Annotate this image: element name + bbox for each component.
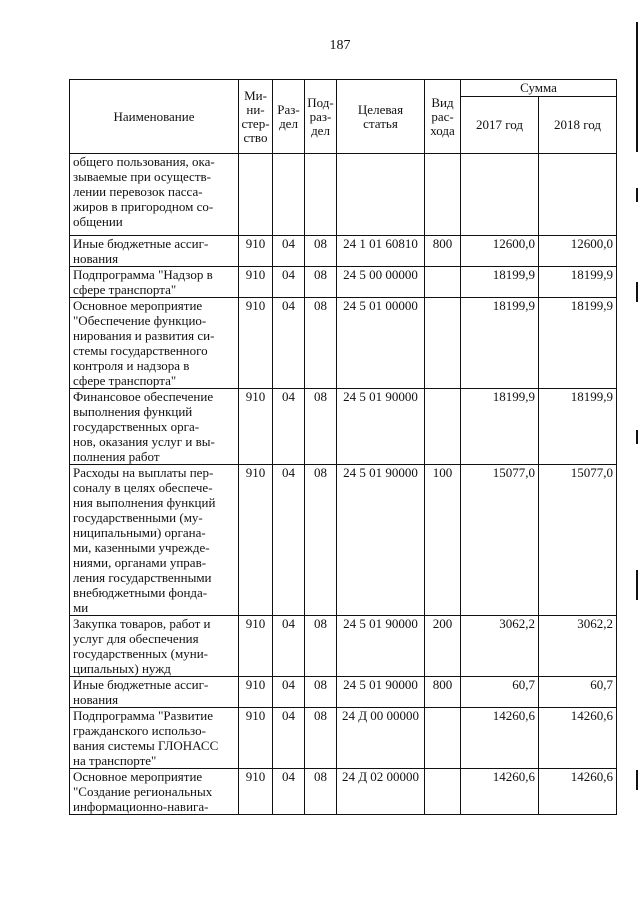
cell-subsection: 08 bbox=[305, 267, 337, 298]
cell-section: 04 bbox=[273, 465, 305, 616]
table-row bbox=[70, 267, 617, 298]
cell-subsection: 08 bbox=[305, 677, 337, 708]
cell-subsection: 08 bbox=[305, 708, 337, 769]
budget-table bbox=[69, 79, 617, 815]
cell-ministry: 910 bbox=[239, 465, 273, 616]
cell-ministry: 910 bbox=[239, 708, 273, 769]
cell-name: Подпрограмма "Надзор в сфере транспорта" bbox=[70, 267, 239, 298]
page-number: 187 bbox=[329, 38, 351, 53]
cell-subsection: 08 bbox=[305, 298, 337, 389]
page-edge-mark bbox=[636, 570, 638, 600]
cell-sum-2018: 18199,9 bbox=[539, 267, 617, 298]
cell-name: Основное мероприятие "Обеспечение функцио- нирования и развития си- стемы государственного контроля и надзора в сфере транспорта" bbox=[70, 298, 239, 389]
cell-section: 04 bbox=[273, 298, 305, 389]
cell-sum-2018: 12600,0 bbox=[539, 236, 617, 267]
cell-expense-type: 800 bbox=[425, 236, 461, 267]
cell-target-article: 24 5 00 00000 bbox=[337, 267, 425, 298]
cell-ministry: 910 bbox=[239, 677, 273, 708]
cell-sum-2017: 60,7 bbox=[461, 677, 539, 708]
header-subsection: Под- раз- дел bbox=[305, 80, 337, 154]
page-edge-mark bbox=[636, 430, 638, 444]
cell-section: 04 bbox=[273, 389, 305, 465]
cell-section: 04 bbox=[273, 236, 305, 267]
cell-sum-2018: 14260,6 bbox=[539, 708, 617, 769]
cell-ministry bbox=[239, 154, 273, 236]
header-expense-type: Вид рас- хода bbox=[425, 80, 461, 154]
cell-target-article: 24 5 01 90000 bbox=[337, 389, 425, 465]
page-edge-mark bbox=[636, 770, 638, 790]
cell-ministry: 910 bbox=[239, 267, 273, 298]
cell-subsection: 08 bbox=[305, 769, 337, 815]
cell-subsection: 08 bbox=[305, 616, 337, 677]
cell-name: общего пользования, ока- зываемые при осуществ- лении перевозок пасса- жиров в пригородном со- общении bbox=[70, 154, 239, 236]
cell-sum-2017: 14260,6 bbox=[461, 769, 539, 815]
cell-expense-type: 100 bbox=[425, 465, 461, 616]
cell-section: 04 bbox=[273, 267, 305, 298]
cell-expense-type: 800 bbox=[425, 677, 461, 708]
table-row bbox=[70, 298, 617, 389]
cell-section: 04 bbox=[273, 769, 305, 815]
header-ministry: Ми- ни- стер- ство bbox=[239, 80, 273, 154]
cell-ministry: 910 bbox=[239, 616, 273, 677]
cell-sum-2017: 3062,2 bbox=[461, 616, 539, 677]
cell-sum-2018: 60,7 bbox=[539, 677, 617, 708]
cell-name: Основное мероприятие "Создание региональных информационно-навига- bbox=[70, 769, 239, 815]
table-row bbox=[70, 769, 617, 815]
cell-ministry: 910 bbox=[239, 389, 273, 465]
table-row bbox=[70, 154, 617, 236]
cell-sum-2018: 3062,2 bbox=[539, 616, 617, 677]
header-target-article: Целевая статья bbox=[337, 80, 425, 154]
table-row bbox=[70, 708, 617, 769]
cell-expense-type bbox=[425, 708, 461, 769]
cell-ministry: 910 bbox=[239, 769, 273, 815]
cell-section bbox=[273, 154, 305, 236]
cell-target-article: 24 5 01 90000 bbox=[337, 677, 425, 708]
page-edge-mark bbox=[636, 22, 638, 152]
cell-subsection bbox=[305, 154, 337, 236]
cell-sum-2018: 14260,6 bbox=[539, 769, 617, 815]
cell-subsection: 08 bbox=[305, 465, 337, 616]
header-year-2018: 2018 год bbox=[539, 97, 617, 154]
page-edge-mark bbox=[636, 188, 638, 202]
table-row bbox=[70, 677, 617, 708]
cell-expense-type bbox=[425, 298, 461, 389]
cell-name: Финансовое обеспечение выполнения функций государственных орга- нов, оказания услуг и вы- полнения работ bbox=[70, 389, 239, 465]
header-row bbox=[70, 80, 617, 97]
cell-name: Иные бюджетные ассиг- нования bbox=[70, 236, 239, 267]
page-edge-mark bbox=[636, 282, 638, 302]
cell-expense-type: 200 bbox=[425, 616, 461, 677]
cell-target-article: 24 5 01 90000 bbox=[337, 616, 425, 677]
cell-ministry: 910 bbox=[239, 298, 273, 389]
table-row bbox=[70, 465, 617, 616]
cell-expense-type bbox=[425, 154, 461, 236]
table-row bbox=[70, 616, 617, 677]
cell-target-article: 24 Д 00 00000 bbox=[337, 708, 425, 769]
cell-target-article bbox=[337, 154, 425, 236]
cell-sum-2018: 18199,9 bbox=[539, 389, 617, 465]
header-year-2017: 2017 год bbox=[461, 97, 539, 154]
cell-target-article: 24 1 01 60810 bbox=[337, 236, 425, 267]
cell-sum-2017: 18199,9 bbox=[461, 298, 539, 389]
cell-sum-2018: 18199,9 bbox=[539, 298, 617, 389]
cell-subsection: 08 bbox=[305, 389, 337, 465]
header-section: Раз- дел bbox=[273, 80, 305, 154]
cell-sum-2017: 18199,9 bbox=[461, 267, 539, 298]
cell-name: Подпрограмма "Развитие гражданского использо- вания системы ГЛОНАСС на транспорте" bbox=[70, 708, 239, 769]
cell-sum-2018: 15077,0 bbox=[539, 465, 617, 616]
cell-section: 04 bbox=[273, 708, 305, 769]
cell-section: 04 bbox=[273, 677, 305, 708]
cell-expense-type bbox=[425, 267, 461, 298]
cell-name: Расходы на выплаты пер- соналу в целях обеспече- ния выполнения функций государственными (му- ниципальными) органа- ми, казенными учрежде- ниями, органами управ- ления государственными внебюджетными фонда- ми bbox=[70, 465, 239, 616]
cell-ministry: 910 bbox=[239, 236, 273, 267]
cell-expense-type bbox=[425, 769, 461, 815]
header-sum: Сумма bbox=[461, 80, 617, 97]
cell-name: Иные бюджетные ассиг- нования bbox=[70, 677, 239, 708]
cell-sum-2017: 12600,0 bbox=[461, 236, 539, 267]
cell-name: Закупка товаров, работ и услуг для обеспечения государственных (муни- ципальных) нужд bbox=[70, 616, 239, 677]
cell-sum-2018 bbox=[539, 154, 617, 236]
cell-section: 04 bbox=[273, 616, 305, 677]
table-row bbox=[70, 236, 617, 267]
cell-sum-2017: 14260,6 bbox=[461, 708, 539, 769]
table-row bbox=[70, 389, 617, 465]
cell-subsection: 08 bbox=[305, 236, 337, 267]
cell-sum-2017: 18199,9 bbox=[461, 389, 539, 465]
cell-sum-2017 bbox=[461, 154, 539, 236]
cell-target-article: 24 Д 02 00000 bbox=[337, 769, 425, 815]
cell-expense-type bbox=[425, 389, 461, 465]
cell-target-article: 24 5 01 90000 bbox=[337, 465, 425, 616]
cell-sum-2017: 15077,0 bbox=[461, 465, 539, 616]
header-name: Наименование bbox=[70, 80, 239, 154]
cell-target-article: 24 5 01 00000 bbox=[337, 298, 425, 389]
